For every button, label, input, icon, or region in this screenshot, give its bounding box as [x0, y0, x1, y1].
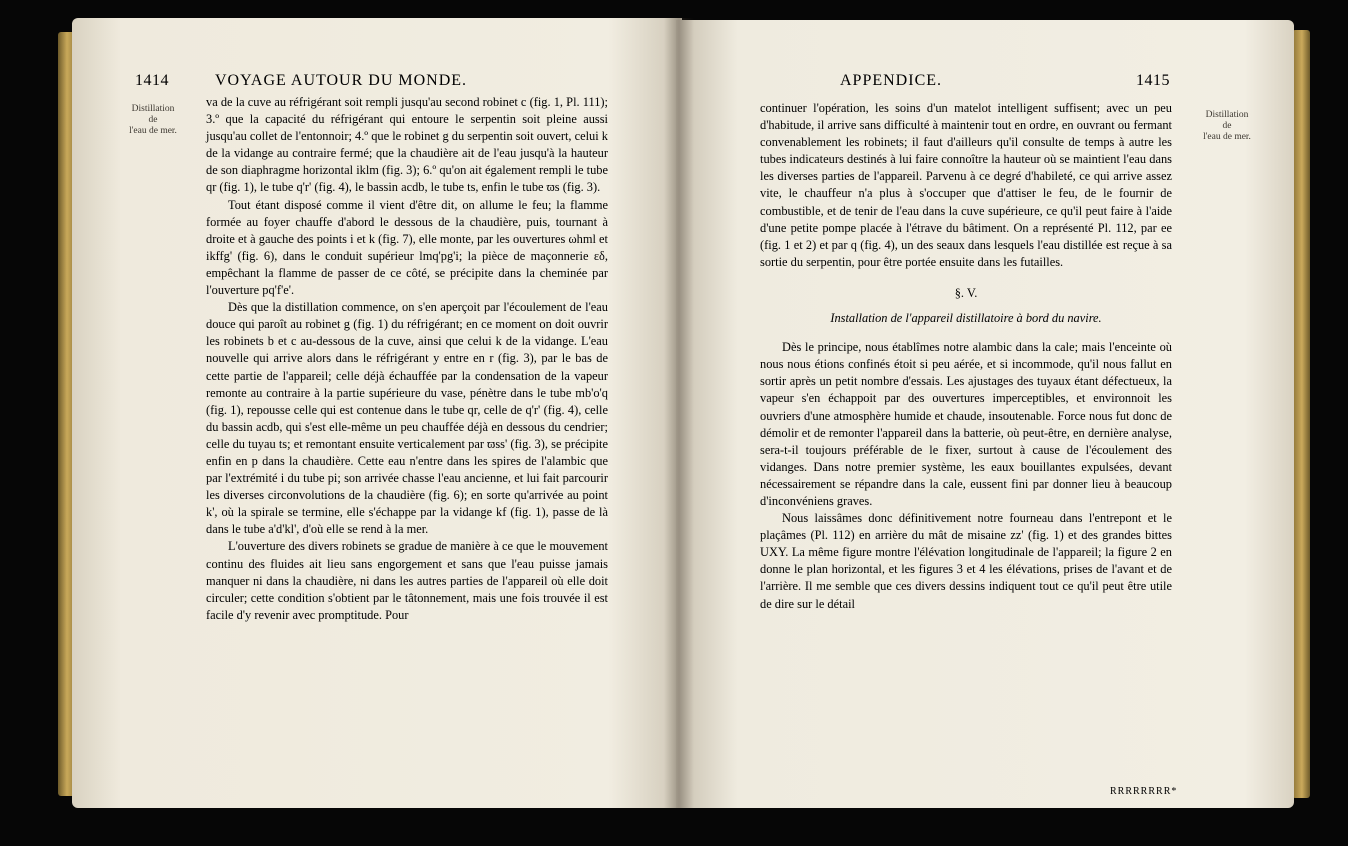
section-number: §. V. — [954, 285, 978, 300]
left-page-number: 1414 — [135, 72, 169, 89]
right-margin-note: Distillation de l'eau de mer. — [1203, 110, 1251, 142]
right-body-text — [760, 100, 1172, 613]
paragraph: Dès le principe, nous établîmes notre alambic dans la cale; mais l'enceinte où nous nous étions confinés étoit si peu aérée, et si incommode, qu'il nous fallut en sortir après un petit nombre d'essais. Les ajustages des tuyaux étant défectueux, la vapeur s'en échappoit par des ouvertures imperceptibles, et environnoit les ouvriers d'une atmosphère humide et chaude, insoutenable. Force nous fut donc de démolir et de remonter l'appareil dans la batterie, où peut-être, en dernière analyse, sera-t-il toujours préférable de le fixer, surtout à cause de l'écoulement des vidanges. Dans notre premier système, les eaux bouillantes expulsées, devant nécessairement se répandre dans la cale, eussent fini par donner lieu à beaucoup d'inconvéniens graves. — [760, 340, 1172, 508]
signature-mark: RRRRRRRR* — [1110, 786, 1178, 797]
paragraph: continuer l'opération, les soins d'un matelot intelligent suffisent; avec un peu d'habitude, il arrive sans difficulté à maintenir tout en ordre, en ouvrant ou fermant convenablement les robinets; il faut d'ailleurs qu'il consulte de temps à autre les tubes indicateurs destinés à lui faire connoître la hauteur où se maintient l'eau dans les diverses parties de l'appareil. Parvenu à ce degré d'habileté, ce qui arrive assez vite, le chauffeur n'a plus à s'occuper que d'attiser le feu, de le fournir de combustible, et de tenir de l'eau dans la cuve supérieure, ce qu'il peut faire à l'aide d'une petite pompe placée à l'étrave du bâtiment. On a représenté Pl. 112, par ee (fig. 1 et 2) et par q (fig. 4), un des seaux dans lesquels l'eau distillée est reçue à sa sortie du serpentin, pour être portée ensuite dans les futailles. — [760, 101, 1172, 269]
section-title: Installation de l'appareil distillatoire à bord du navire. — [830, 311, 1102, 326]
left-running-head: VOYAGE AUTOUR DU MONDE. — [215, 72, 468, 89]
paragraph: L'ouverture des divers robinets se gradue de manière à ce que le mouvement continu des fluides ait lieu sans engorgement et sans que l'eau puisse jamais manquer ni dans la chaudière, ni dans les autres parties de l'appareil où elle doit circuler; cette condition s'obtient par le tâtonnement, mais une fois trouvée il est facile d'y revenir avec promptitude. Pour — [206, 539, 608, 622]
right-running-head: APPENDICE. — [840, 72, 943, 89]
left-body-text — [206, 94, 608, 624]
paragraph: Tout étant disposé comme il vient d'être dit, on allume le feu; la flamme formée au foyer chauffe d'abord le dessous de la chaudière, puis, tournant à droite et à gauche des points i et k (fig. 7), elle monte, par les ouvertures ωhml et ikffg' (fig. 6), dans le conduit supérieur lmq'pg'i; la pièce de maçonnerie εδ, empêchant la flamme de passer de ce côté, se précipite dans la cheminée par l'ouverture pq'f'e'. — [206, 197, 608, 298]
right-page-header — [840, 72, 1170, 90]
right-page-number: 1415 — [1136, 72, 1170, 89]
right-page-edges — [1292, 30, 1310, 798]
left-margin-note: Distillation de l'eau de mer. — [129, 104, 177, 136]
paragraph: va de la cuve au réfrigérant soit rempli jusqu'au second robinet c (fig. 1, Pl. 111); 3.º que la capacité du réfrigérant qui entoure le serpentin soit pleine aussi jusqu'au collet de l'entonnoir; 4.º que le robinet g du serpentin soit ouvert, celui k de la vidange au contraire fermé; que la chaudière ait de l'eau jusqu'à la hauteur de son diaphragme horizontal iklm (fig. 3); 6.º qu'on ait également rempli le tube qr (fig. 1), le tube q'r' (fig. 4), le bassin acdb, le tube ts, enfin le tube ϖs (fig. 3). — [206, 95, 608, 195]
paragraph: Nous laissâmes donc définitivement notre fourneau dans l'entrepont et le plaçâmes (Pl. 112) en arrière du mât de misaine zz' (fig. 1) et des grandes bittes UXY. La même figure montre l'élévation longitudinale de l'appareil; la figure 2 en donne le plan horizontal, et les figures 3 et 4 les élévations, prises de l'avant et de l'arrière. Il me semble que ces divers dessins indiquent tout ce qu'il peut être utile de dire sur le détail — [760, 511, 1172, 611]
left-page-header — [135, 72, 535, 90]
book-gutter — [664, 18, 694, 808]
paragraph: Dès que la distillation commence, on s'en aperçoit par l'écoulement de l'eau douce qui paroît au robinet g (fig. 1) du réfrigérant; en ce moment on doit ouvrir les robinets b et c au-dessous de la cuve, ainsi que celui k de la vidange. L'eau nouvelle qui arrive alors dans le réfrigérant y entre en r (fig. 3), par le bas de cette partie de l'appareil; celle déjà échauffée par la condensation de la vapeur remonte au contraire à la partie supérieure du vase, pénètre dans le tube mb'o'q (fig. 1), repousse celle qui est contenue dans le tube qr, celle de q'r' (fig. 4), celle du bassin acdb, qui s'est elle-même un peu chauffée déjà en dessous du cendrier; celle du tuyau ts; et remontant ensuite verticalement par ϖss' (fig. 3), se précipite enfin en p dans la chaudière. Cette eau n'entre dans les spires de l'alambic que par l'extrémité i du tube pi; son arrivée chasse l'eau ancienne, et lui fait parcourir les diverses circonvolutions de la chaudière (fig. 6); en sorte qu'arrivée au point k', où la spirale se termine, elle s'échappe par la vidange kf (fig. 1), passe de là dans le tube a'd'kl', d'où elle se rend à la mer. — [206, 300, 608, 537]
